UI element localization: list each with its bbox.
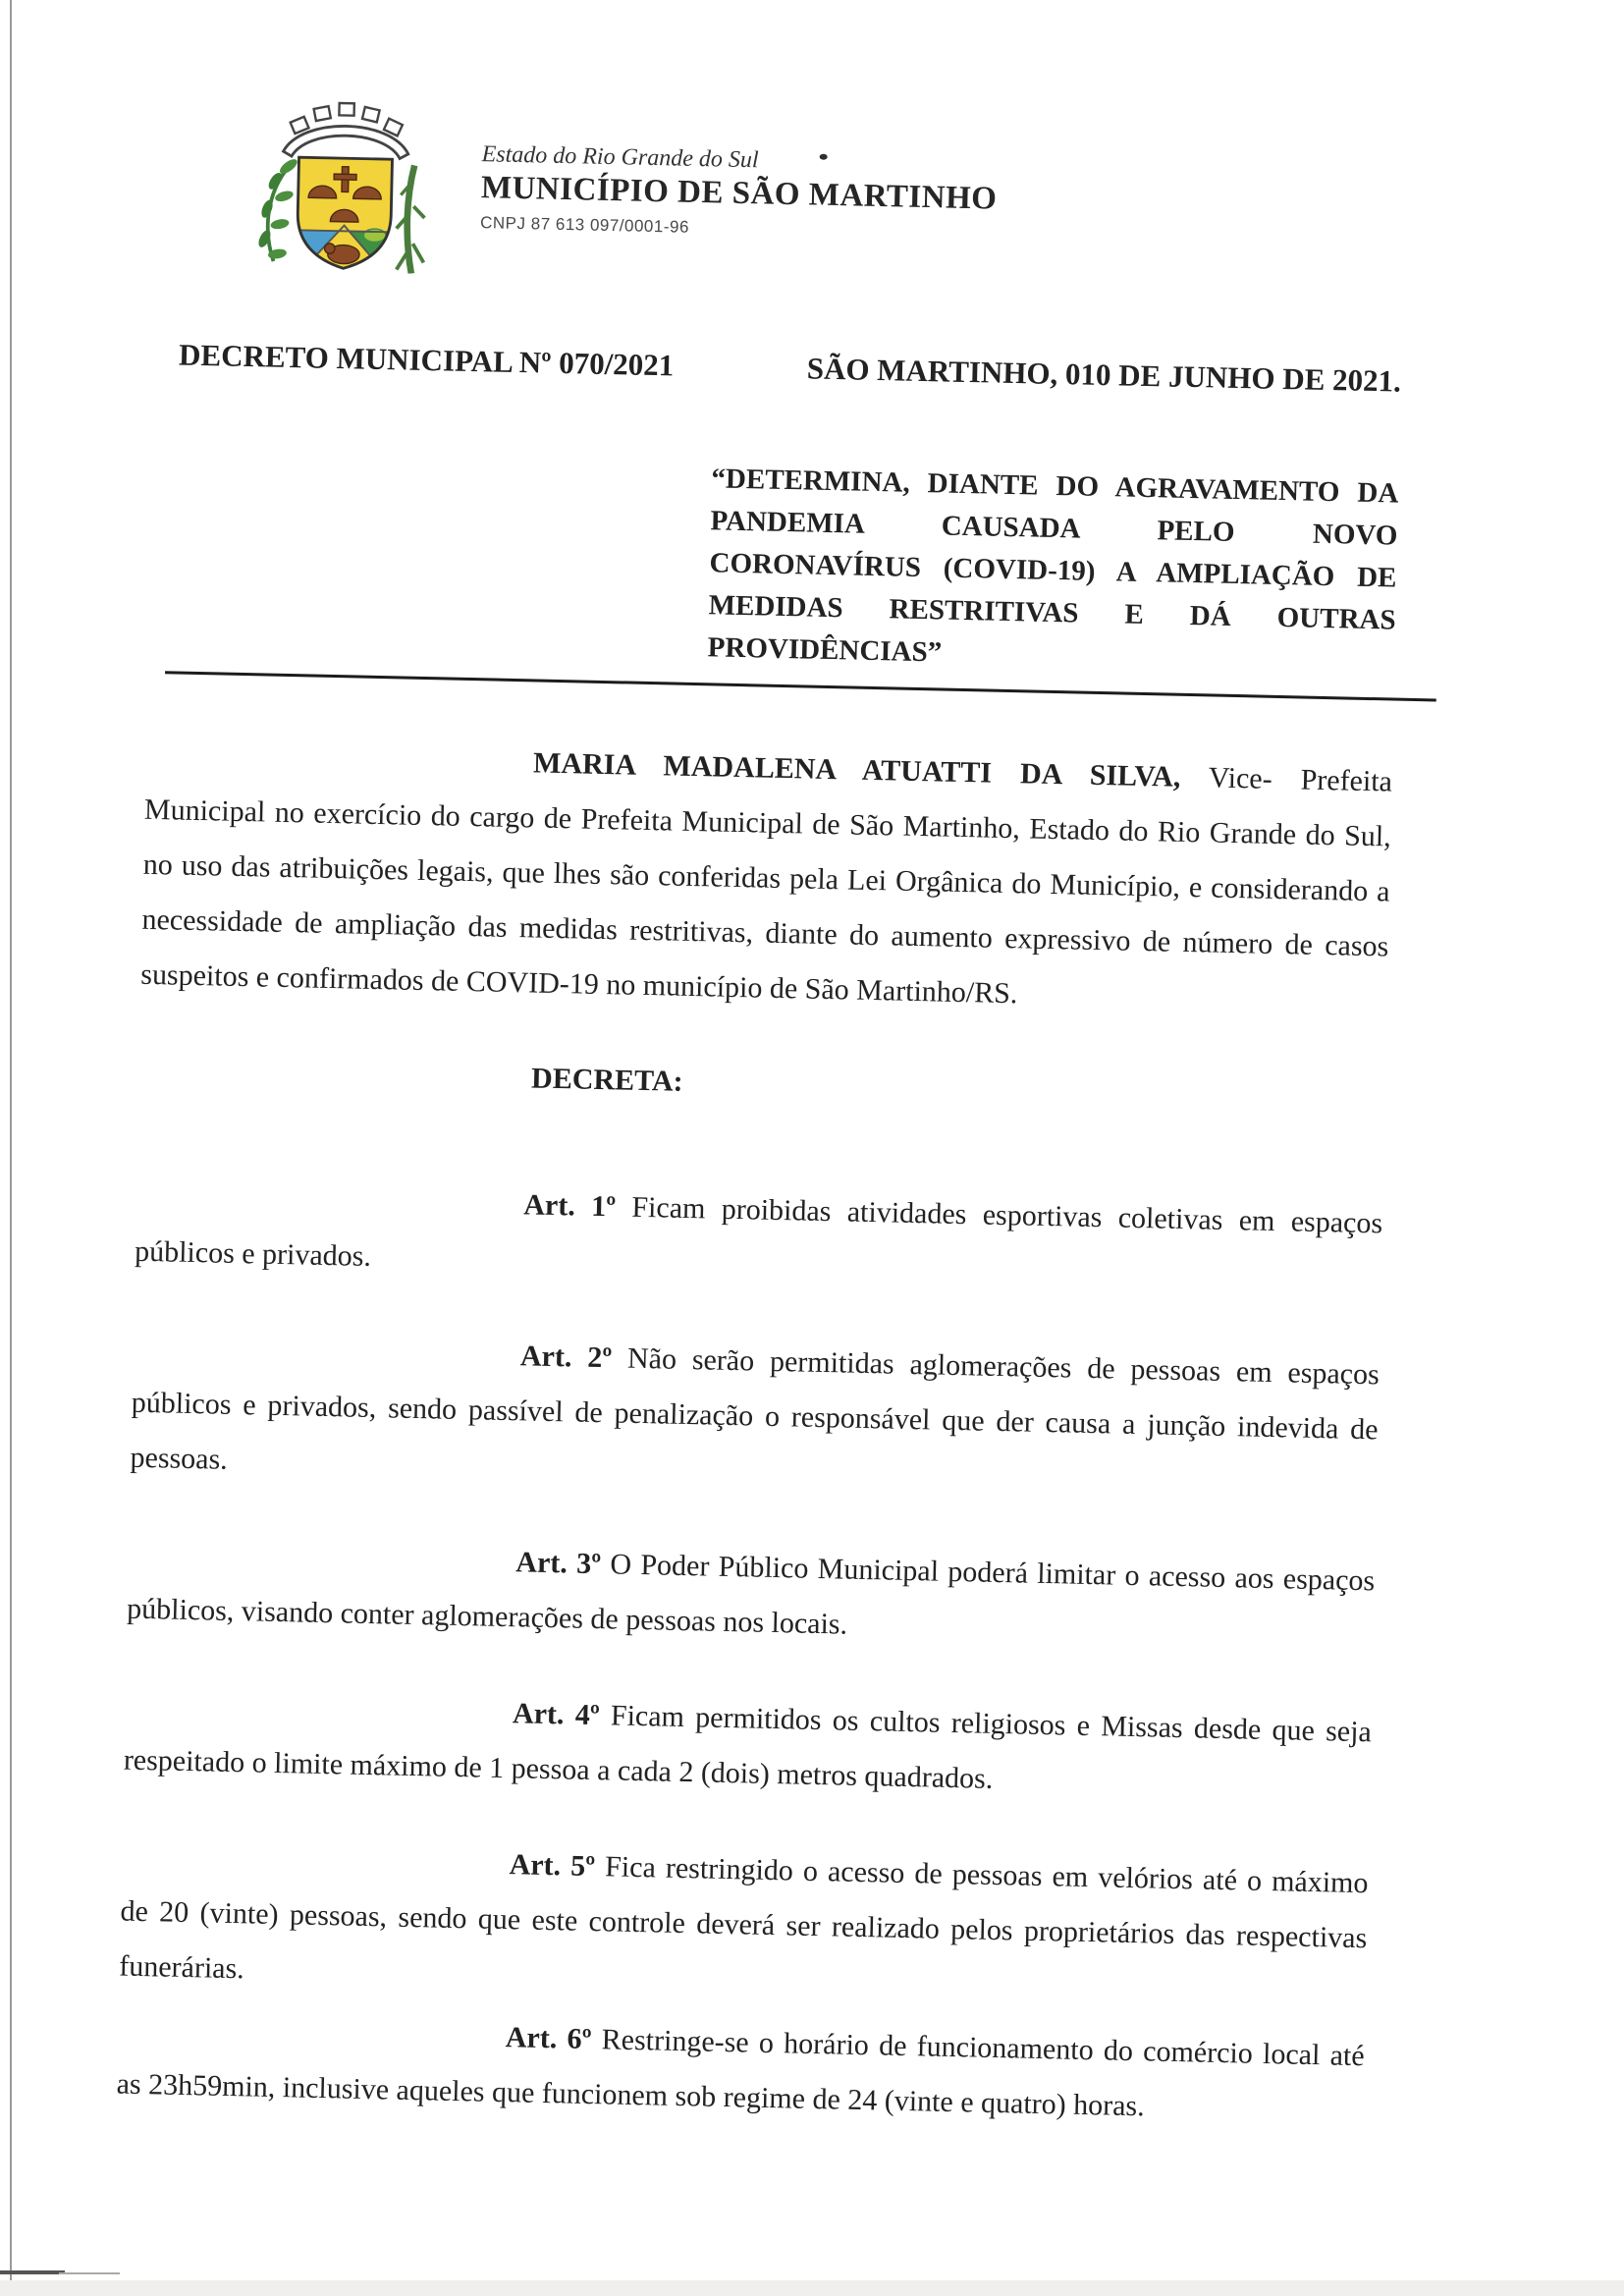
place-and-date: SÃO MARTINHO, 010 DE JUNHO DE 2021. (806, 351, 1402, 399)
article-1-label: Art. 1º (522, 1188, 617, 1224)
article-3 (127, 1527, 1376, 1665)
letterhead (156, 44, 1408, 296)
preamble-paragraph (140, 728, 1393, 1030)
article-5-label: Art. 5º (509, 1848, 596, 1884)
letterhead-text (479, 51, 1000, 286)
article-6-label: Art. 6º (505, 2021, 592, 2056)
left-branch-shape (256, 156, 300, 262)
scanner-edge-corner (0, 2270, 65, 2274)
decree-number: DECRETO MUNICIPAL Nº 070/2021 (178, 337, 675, 383)
article-4 (123, 1678, 1372, 1816)
municipal-coat-of-arms-icon (243, 46, 449, 274)
decreta-heading: DECRETA: (530, 1062, 683, 1098)
scanner-edge-bottom-band (0, 2280, 1624, 2296)
article-6-text: Restringe-se o horário de funcionamento do comércio local até as 23h59min, inclusive aqueles que funcionem sob regime de 24 (vinte e quatro) horas. (116, 2023, 1365, 2123)
right-plant-shape (396, 165, 426, 274)
article-5 (119, 1830, 1369, 2022)
cnpj-number: CNPJ 87 613 097/0001-96 (479, 213, 690, 237)
scanner-edge-corner-ext (59, 2272, 120, 2274)
article-3-text: O Poder Público Municipal poderá limitar o acesso aos espaços públicos, visando conter aglomerações de pessoas nos locais. (126, 1548, 1376, 1641)
ink-speck-artifact (820, 154, 828, 160)
decree-title-row (154, 337, 1401, 400)
article-2-text: Não serão permitidas aglomerações de pessoas em espaços públicos e privados, sendo passível de penalização o responsável que der causa a junção indevida de pessoas. (130, 1341, 1380, 1476)
municipality-name: MUNICÍPIO DE SÃO MARTINHO (480, 170, 998, 217)
crown-shape (283, 102, 408, 159)
shield-shape (297, 157, 393, 273)
article-3-label: Art. 3º (515, 1546, 602, 1581)
article-4-text: Ficam permitidos os cultos religiosos e Missas desde que seja respeitado o limite máximo de 1 pessoa a cada 2 (dois) metros quadrados. (123, 1699, 1373, 1795)
article-1 (135, 1170, 1383, 1307)
state-line: Estado do Rio Grande do Sul (481, 141, 759, 174)
article-6 (116, 2002, 1365, 2140)
article-5-text: Fica restringido o acesso de pessoas em velórios até o máximo de 20 (vinte) pessoas, sendo que este controle deverá ser realizado pelos proprietários das respectivas funerárias. (118, 1850, 1369, 1986)
article-4-label: Art. 4º (512, 1697, 601, 1732)
mayor-name: MARIA MADALENA ATUATTI DA SILVA, (532, 746, 1181, 793)
preamble-text: Vice- Prefeita Municipal no exercício do cargo de Prefeita Municipal de São Martinho, Estado do Rio Grande do Sul, no uso das atribuições legais, que lhes são conferidas pela Lei Orgânica do Município, e considerando a necessidade de ampliação das medidas restritivas, diante do aumento expressivo de número de casos suspeitos e confirmados de COVID-19 no município de São Martinho/RS. (139, 760, 1393, 1011)
decree-summary-quote: “DETERMINA, DIANTE DO AGRAVAMENTO DA PANDEMIA CAUSADA PELO NOVO CORONAVÍRUS (COVID-19) A AMPLIAÇÃO DE MEDIDAS RESTRITIVAS E DÁ OUTRAS PROVIDÊNCIAS” (707, 463, 1399, 669)
article-2-label: Art. 2º (519, 1339, 613, 1375)
article-1-text: Ficam proibidas atividades esportivas coletivas em espaços públicos e privados. (134, 1190, 1383, 1273)
article-2 (130, 1321, 1380, 1513)
